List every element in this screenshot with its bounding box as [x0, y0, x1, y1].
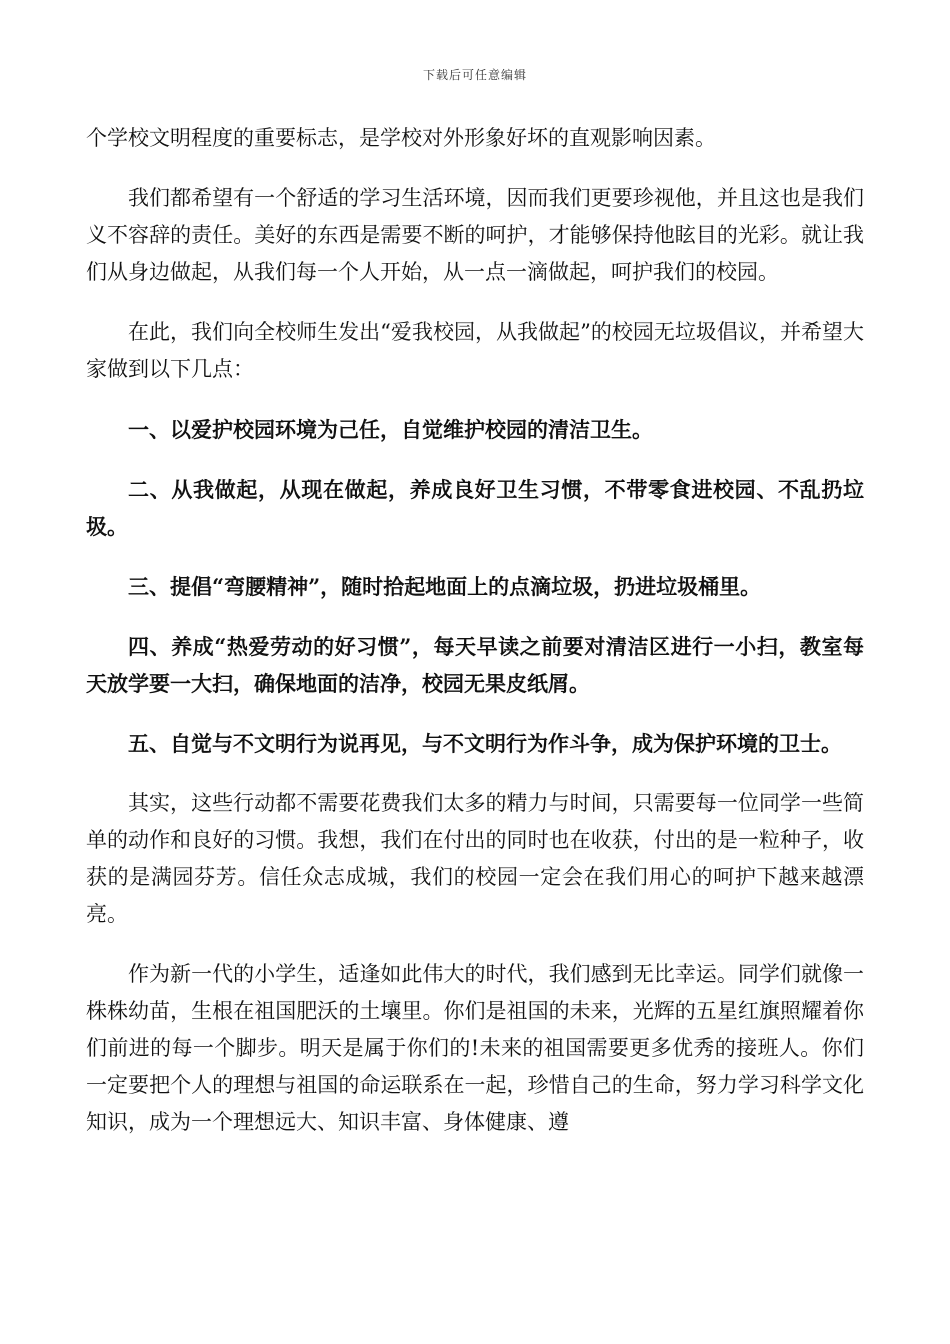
proposal-item-3: 三、提倡“弯腰精神”，随时拾起地面上的点滴垃圾，扔进垃圾桶里。: [128, 574, 762, 599]
paragraph-3: 在此，我们向全校师生发出“爱我校园，从我做起”的校园无垃圾倡议，并希望大家做到以下几点：: [86, 320, 864, 381]
paragraph-5: 作为新一代的小学生，适逢如此伟大的时代，我们感到无比幸运。同学们就像一株株幼苗，生根在祖国肥沃的土壤里。你们是祖国的未来，光辉的五星红旗照耀着你们前进的每一个脚步。明天是属于你们的!未来的祖国需要更多优秀的接班人。你们一定要把个人的理想与祖国的命运联系在一起，珍惜自己的生命，努力学习科学文化知识，成为一个理想远大、知识丰富、身体健康、遵: [86, 962, 864, 1134]
paragraph-2: 我们都希望有一个舒适的学习生活环境，因而我们更要珍视他，并且这也是我们义不容辞的责任。美好的东西是需要不断的呵护，才能够保持他眩目的光彩。就让我们从身边做起，从我们每一个人开始，从一点一滴做起，呵护我们的校园。: [86, 186, 864, 284]
proposal-item-5: 五、自觉与不文明行为说再见，与不文明行为作斗争，成为保护环境的卫士。: [128, 731, 842, 756]
proposal-item-1: 一、以爱护校园环境为己任，自觉维护校园的清洁卫生。: [128, 417, 653, 442]
proposal-item-2: 二、从我做起，从现在做起，养成良好卫生习惯，不带零食进校园、不乱扔垃圾。: [86, 477, 864, 539]
document-body: [86, 120, 864, 1164]
paragraph-4: 其实，这些行动都不需要花费我们太多的精力与时间，只需要每一位同学一些简单的动作和良好的习惯。我想，我们在付出的同时也在收获，付出的是一粒种子，收获的是满园芬芳。信任众志成城，我们的校园一定会在我们用心的呵护下越来越漂亮。: [86, 791, 864, 926]
page-header-note: 下载后可任意编辑: [422, 68, 527, 82]
proposal-item-4: 四、养成“热爱劳动的好习惯”，每天早读之前要对清洁区进行一小扫，教室每天放学要一大扫，确保地面的洁净，校园无果皮纸屑。: [86, 634, 864, 696]
paragraph-1: 个学校文明程度的重要标志，是学校对外形象好坏的直观影响因素。: [86, 126, 716, 150]
